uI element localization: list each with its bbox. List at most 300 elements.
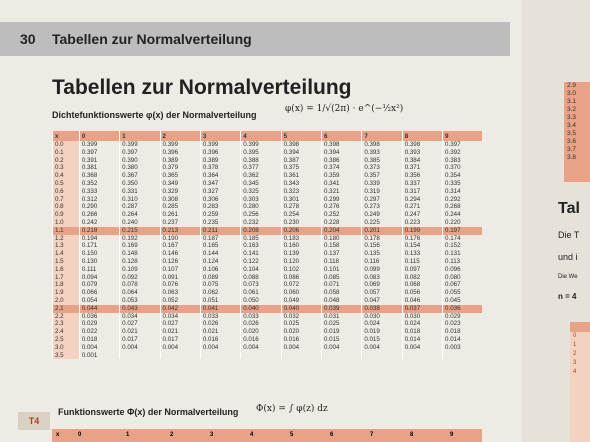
table-cell: 0.156 (362, 242, 402, 250)
table-cell: 0.033 (200, 313, 240, 321)
table-cell: 0.050 (241, 297, 281, 305)
table-cell: 0.256 (241, 211, 281, 219)
table-cell: 0.036 (79, 313, 119, 321)
table-cell: 0.312 (79, 196, 119, 204)
column-header: 6 (321, 131, 361, 141)
column-header: 4 (241, 131, 281, 141)
table-cell: 0.380 (120, 164, 160, 172)
table-cell: 0.120 (281, 258, 321, 266)
table-row (53, 227, 483, 235)
bottom-column-header: 6 (330, 432, 334, 438)
column-header: 1 (120, 131, 160, 141)
row-label: 1.9 (53, 289, 80, 297)
table-cell: 0.025 (321, 320, 361, 328)
table-cell: 0.329 (160, 188, 200, 196)
facing-column-value: 2 (573, 351, 577, 357)
table-cell: 0.048 (321, 297, 361, 305)
table-cell: 0.192 (120, 235, 160, 243)
table-cell: 0.135 (362, 250, 402, 258)
row-label: 0.6 (53, 188, 80, 196)
table-cell: 0.341 (321, 180, 361, 188)
table-cell: 0.391 (79, 157, 119, 165)
table-cell: 0.076 (160, 281, 200, 289)
table-cell: 0.049 (281, 297, 321, 305)
strip-value: 3.8 (567, 154, 577, 161)
table-cell: 0.022 (79, 328, 119, 336)
column-header: 8 (402, 131, 442, 141)
bottom-table-header (52, 429, 482, 442)
bottom-column-header: x (56, 432, 60, 438)
table-cell: 0.378 (200, 164, 240, 172)
table-row (53, 320, 483, 328)
table-cell: 0.137 (321, 250, 361, 258)
table-cell: 0.287 (120, 203, 160, 211)
table-cell: 0.030 (402, 313, 442, 321)
row-label: 1.5 (53, 258, 80, 266)
facing-column-value: 0 (573, 333, 577, 339)
table-cell: 0.249 (362, 211, 402, 219)
bottom-table-title: Funktionswerte Φ(x) der Normalverteilung (58, 407, 239, 417)
table-cell: 0.041 (200, 305, 240, 313)
table-cell: 0.283 (200, 203, 240, 211)
table-cell: 0.154 (402, 242, 442, 250)
table-cell: 0.148 (120, 250, 160, 258)
facing-line-4: n = 4 (558, 292, 577, 301)
table-cell: 0.247 (402, 211, 442, 219)
table-cell: 0.099 (362, 266, 402, 274)
strip-value: 3.1 (567, 98, 577, 105)
table-cell: 0.018 (79, 336, 119, 344)
table-cell: 0.083 (362, 274, 402, 282)
table-cell: 0.197 (443, 227, 482, 235)
strip-value: 3.5 (567, 130, 577, 137)
table-cell: 0.386 (321, 157, 361, 165)
table-cell: 0.190 (160, 235, 200, 243)
row-label: 3.5 (53, 352, 80, 360)
table-cell: 0.026 (241, 320, 281, 328)
table-cell: 0.294 (402, 196, 442, 204)
table-subtitle: Dichtefunktionswerte φ(x) der Normalverteilung (52, 110, 257, 120)
table-cell: 0.004 (120, 344, 160, 352)
table-cell: 0.194 (79, 235, 119, 243)
table-row (53, 258, 483, 266)
table-cell: 0.299 (321, 196, 361, 204)
table-row (53, 313, 483, 321)
table-cell: 0.371 (402, 164, 442, 172)
table-row (53, 141, 483, 149)
table-cell: 0.333 (79, 188, 119, 196)
facing-column-value: 3 (573, 360, 577, 366)
table-cell: 0.266 (79, 211, 119, 219)
table-cell (402, 352, 442, 360)
table-cell (443, 352, 482, 360)
table-cell: 0.020 (281, 328, 321, 336)
strip-value: 3.6 (567, 138, 577, 145)
table-cell: 0.158 (321, 242, 361, 250)
table-row (53, 266, 483, 274)
table-cell: 0.185 (241, 235, 281, 243)
cdf-formula: Φ(x) = ∫ φ(z) dz (256, 404, 328, 414)
table-body (53, 141, 483, 359)
table-cell: 0.037 (402, 305, 442, 313)
facing-line-3: Die We (558, 274, 578, 280)
bottom-column-header: 9 (450, 432, 454, 438)
table-cell: 0.356 (402, 172, 442, 180)
table-cell: 0.141 (241, 250, 281, 258)
row-label: 0.5 (53, 180, 80, 188)
table-cell: 0.310 (120, 196, 160, 204)
table-cell: 0.167 (160, 242, 200, 250)
strip-value: 3.2 (567, 106, 577, 113)
table-cell: 0.069 (362, 281, 402, 289)
table-row (53, 196, 483, 204)
strip-value: 3.3 (567, 114, 577, 121)
row-label: 1.2 (53, 235, 80, 243)
table-cell: 0.004 (200, 344, 240, 352)
table-cell: 0.395 (241, 149, 281, 157)
table-cell: 0.381 (79, 164, 119, 172)
table-cell: 0.327 (200, 188, 240, 196)
page-header (0, 22, 510, 56)
table-cell: 0.399 (200, 141, 240, 149)
table-cell: 0.367 (120, 172, 160, 180)
table-cell: 0.347 (200, 180, 240, 188)
table-cell: 0.004 (160, 344, 200, 352)
bottom-column-header: 7 (370, 432, 374, 438)
table-cell: 0.004 (362, 344, 402, 352)
table-cell: 0.092 (120, 274, 160, 282)
strip-value: 3.7 (567, 146, 577, 153)
table-cell: 0.030 (362, 313, 402, 321)
table-cell: 0.133 (402, 250, 442, 258)
facing-page (522, 0, 590, 442)
table-cell: 0.276 (321, 203, 361, 211)
table-cell: 0.171 (79, 242, 119, 250)
table-cell: 0.271 (402, 203, 442, 211)
table-cell: 0.178 (362, 235, 402, 243)
table-row (53, 305, 483, 313)
table-cell: 0.021 (120, 328, 160, 336)
table-cell: 0.130 (79, 258, 119, 266)
density-table (52, 131, 482, 359)
table-cell: 0.319 (362, 188, 402, 196)
table-cell: 0.019 (362, 328, 402, 336)
table-cell: 0.176 (402, 235, 442, 243)
table-row (53, 157, 483, 165)
table-cell: 0.031 (321, 313, 361, 321)
table-cell: 0.323 (281, 188, 321, 196)
facing-tab-heading: Tal (558, 200, 580, 217)
row-label: 1.1 (53, 227, 80, 235)
table-cell: 0.118 (321, 258, 361, 266)
page-title: Tabellen zur Normalverteilung (52, 76, 352, 99)
table-cell: 0.337 (402, 180, 442, 188)
table-cell: 0.097 (402, 266, 442, 274)
table-row (53, 344, 483, 352)
table-cell: 0.252 (321, 211, 361, 219)
table-cell: 0.111 (79, 266, 119, 274)
table-cell: 0.001 (79, 352, 119, 360)
table-cell: 0.102 (281, 266, 321, 274)
row-label: 1.3 (53, 242, 80, 250)
table-cell: 0.067 (443, 281, 482, 289)
row-label: 0.9 (53, 211, 80, 219)
table-cell: 0.292 (443, 196, 482, 204)
table-row (53, 250, 483, 258)
table-cell: 0.396 (160, 149, 200, 157)
table-cell: 0.004 (402, 344, 442, 352)
table-cell: 0.389 (200, 157, 240, 165)
table-cell: 0.015 (362, 336, 402, 344)
table-cell: 0.321 (321, 188, 361, 196)
column-header: 2 (160, 131, 200, 141)
table-cell: 0.064 (120, 289, 160, 297)
table-cell: 0.220 (443, 219, 482, 227)
table-row (53, 149, 483, 157)
table-cell: 0.082 (402, 274, 442, 282)
facing-line-1: Die T (558, 230, 580, 240)
table-cell: 0.398 (321, 141, 361, 149)
table-cell: 0.163 (241, 242, 281, 250)
table-cell: 0.379 (160, 164, 200, 172)
table-cell (321, 352, 361, 360)
table-cell: 0.078 (120, 281, 160, 289)
table-cell: 0.297 (362, 196, 402, 204)
table-row (53, 164, 483, 172)
table-cell: 0.359 (321, 172, 361, 180)
column-header: 7 (362, 131, 402, 141)
table-cell: 0.385 (362, 157, 402, 165)
table-cell: 0.144 (200, 250, 240, 258)
table-cell: 0.389 (160, 157, 200, 165)
facing-column-value: 4 (573, 369, 577, 375)
table-cell: 0.225 (362, 219, 402, 227)
table-cell: 0.160 (281, 242, 321, 250)
facing-page-strip (564, 82, 590, 182)
table-cell: 0.174 (443, 235, 482, 243)
table-cell: 0.029 (79, 320, 119, 328)
row-label: 2.2 (53, 313, 80, 321)
table-cell: 0.003 (443, 344, 482, 352)
table-row (53, 336, 483, 344)
table-cell (241, 352, 281, 360)
table-row (53, 235, 483, 243)
table-cell: 0.180 (321, 235, 361, 243)
table-cell: 0.057 (362, 289, 402, 297)
table-cell: 0.242 (79, 219, 119, 227)
table-cell: 0.278 (281, 203, 321, 211)
table-cell: 0.364 (200, 172, 240, 180)
table-cell: 0.387 (281, 157, 321, 165)
strip-value: 3.4 (567, 122, 577, 129)
table-cell: 0.089 (200, 274, 240, 282)
table-cell: 0.396 (200, 149, 240, 157)
table-cell: 0.124 (200, 258, 240, 266)
table-cell: 0.021 (200, 328, 240, 336)
table-cell: 0.058 (321, 289, 361, 297)
row-label: 3.0 (53, 344, 80, 352)
table-cell: 0.085 (321, 274, 361, 282)
table-cell: 0.349 (160, 180, 200, 188)
bottom-column-header: 5 (290, 432, 294, 438)
table-cell: 0.062 (200, 289, 240, 297)
table-cell: 0.280 (241, 203, 281, 211)
table-row (53, 281, 483, 289)
table-cell: 0.204 (321, 227, 361, 235)
table-cell: 0.027 (120, 320, 160, 328)
table-cell: 0.128 (120, 258, 160, 266)
table-cell: 0.075 (200, 281, 240, 289)
row-label: 0.2 (53, 157, 80, 165)
row-label: 1.4 (53, 250, 80, 258)
page-number: 30 (20, 31, 36, 47)
table-cell: 0.370 (443, 164, 482, 172)
table-cell: 0.131 (443, 250, 482, 258)
table-cell: 0.398 (362, 141, 402, 149)
table-cell: 0.079 (79, 281, 119, 289)
table-cell: 0.014 (443, 336, 482, 344)
table-cell: 0.354 (443, 172, 482, 180)
table-cell: 0.027 (160, 320, 200, 328)
table-cell: 0.206 (281, 227, 321, 235)
strip-value: 2.9 (567, 82, 577, 89)
table-cell: 0.393 (402, 149, 442, 157)
table-cell: 0.047 (362, 297, 402, 305)
table-cell: 0.228 (321, 219, 361, 227)
table-cell: 0.301 (281, 196, 321, 204)
table-cell: 0.398 (281, 141, 321, 149)
table-cell: 0.390 (120, 157, 160, 165)
table-cell: 0.040 (241, 305, 281, 313)
table-cell: 0.223 (402, 219, 442, 227)
table-cell: 0.208 (241, 227, 281, 235)
table-cell: 0.388 (241, 157, 281, 165)
table-cell: 0.325 (241, 188, 281, 196)
table-cell: 0.091 (160, 274, 200, 282)
table-cell: 0.152 (443, 242, 482, 250)
table-cell: 0.026 (200, 320, 240, 328)
table-cell: 0.023 (443, 320, 482, 328)
table-cell: 0.244 (443, 211, 482, 219)
table-cell: 0.165 (200, 242, 240, 250)
table-cell: 0.032 (281, 313, 321, 321)
table-cell: 0.046 (402, 297, 442, 305)
table-cell: 0.017 (160, 336, 200, 344)
bottom-column-header: 2 (170, 432, 174, 438)
row-label: 2.0 (53, 297, 80, 305)
table-cell: 0.199 (402, 227, 442, 235)
table-cell: 0.024 (362, 320, 402, 328)
table-cell: 0.213 (160, 227, 200, 235)
table-cell: 0.183 (281, 235, 321, 243)
table-cell: 0.004 (281, 344, 321, 352)
table-cell: 0.215 (120, 227, 160, 235)
table-cell: 0.017 (120, 336, 160, 344)
table-cell: 0.397 (79, 149, 119, 157)
table-cell (120, 352, 160, 360)
table-cell: 0.029 (443, 313, 482, 321)
table-cell: 0.285 (160, 203, 200, 211)
table-cell: 0.187 (200, 235, 240, 243)
table-cell: 0.068 (402, 281, 442, 289)
table-cell: 0.240 (120, 219, 160, 227)
table-cell: 0.146 (160, 250, 200, 258)
table-cell: 0.314 (443, 188, 482, 196)
table-row (53, 297, 483, 305)
table-cell: 0.361 (281, 172, 321, 180)
table-row (53, 328, 483, 336)
table-cell: 0.373 (362, 164, 402, 172)
bottom-column-header: 3 (210, 432, 214, 438)
table-cell: 0.365 (160, 172, 200, 180)
table-cell: 0.331 (120, 188, 160, 196)
table-cell: 0.368 (79, 172, 119, 180)
row-label: 2.3 (53, 320, 80, 328)
table-cell: 0.063 (160, 289, 200, 297)
row-label: 1.7 (53, 274, 80, 282)
table-cell: 0.004 (321, 344, 361, 352)
table-cell: 0.071 (321, 281, 361, 289)
table-cell: 0.399 (160, 141, 200, 149)
table-cell: 0.080 (443, 274, 482, 282)
table-row (53, 352, 483, 360)
table-cell: 0.042 (160, 305, 200, 313)
table-cell: 0.043 (120, 305, 160, 313)
row-label: 1.6 (53, 266, 80, 274)
table-cell: 0.303 (241, 196, 281, 204)
column-header: x (53, 131, 80, 141)
row-label: 0.3 (53, 164, 80, 172)
density-table-wrap (52, 131, 482, 359)
table-cell: 0.374 (321, 164, 361, 172)
table-cell: 0.169 (120, 242, 160, 250)
table-cell (362, 352, 402, 360)
table-cell: 0.016 (281, 336, 321, 344)
table-cell: 0.150 (79, 250, 119, 258)
table-cell: 0.383 (443, 157, 482, 165)
row-label: 0.7 (53, 196, 80, 204)
table-cell: 0.343 (281, 180, 321, 188)
table-cell: 0.004 (79, 344, 119, 352)
table-cell: 0.317 (402, 188, 442, 196)
strip-value: 3.0 (567, 90, 577, 97)
table-cell: 0.115 (402, 258, 442, 266)
table-cell: 0.399 (79, 141, 119, 149)
table-cell: 0.054 (79, 297, 119, 305)
density-formula: φ(x) = 1/√(2π) · e^(−½x²) (285, 104, 404, 114)
row-label: 2.1 (53, 305, 80, 313)
column-header: 9 (443, 131, 482, 141)
table-cell: 0.211 (200, 227, 240, 235)
row-label: 0.8 (53, 203, 80, 211)
table-cell: 0.264 (120, 211, 160, 219)
table-cell: 0.290 (79, 203, 119, 211)
facing-line-2: und i (558, 252, 578, 262)
table-cell: 0.094 (79, 274, 119, 282)
table-cell: 0.273 (362, 203, 402, 211)
table-cell: 0.339 (362, 180, 402, 188)
table-row (53, 180, 483, 188)
column-header: 0 (79, 131, 119, 141)
column-header: 3 (200, 131, 240, 141)
table-cell: 0.015 (321, 336, 361, 344)
table-cell: 0.230 (281, 219, 321, 227)
table-cell: 0.399 (120, 141, 160, 149)
table-row (53, 203, 483, 211)
table-cell: 0.004 (241, 344, 281, 352)
table-cell: 0.036 (443, 305, 482, 313)
table-cell: 0.033 (241, 313, 281, 321)
